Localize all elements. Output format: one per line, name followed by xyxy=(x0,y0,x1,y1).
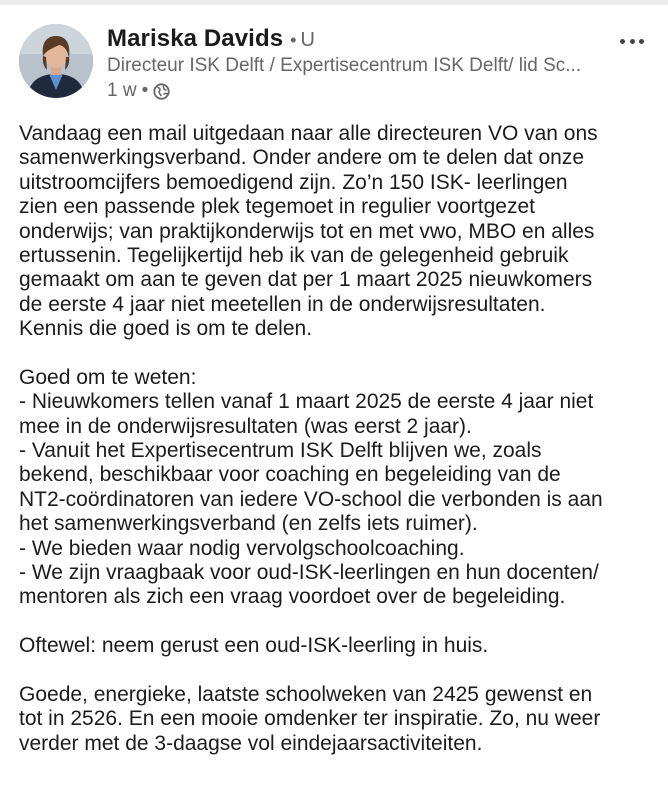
post-text-line: - Vanuit het Expertisecentrum ISK Delft blijven we, zoals xyxy=(19,439,542,463)
post-text-line: het samenwerkingsverband (en zelfs iets ruimer). xyxy=(19,512,478,536)
post-text-line: - We zijn vraagbaak voor oud-ISK-leerlingen en hun docenten/ xyxy=(19,561,599,585)
post-text-line: Oftewel: neem gerust een oud-ISK-leerling in huis. xyxy=(19,634,489,658)
post-text-line: uitstroomcijfers bemoedigend zijn. Zo’n 150 ISK- leerlingen xyxy=(19,170,568,194)
avatar[interactable] xyxy=(19,24,93,98)
post-meta xyxy=(107,80,607,102)
separator-dot: • xyxy=(290,30,297,50)
post-text-line: Goede, energieke, laatste schoolweken van 2425 gewenst en xyxy=(19,682,593,706)
post-text-line: bekend, beschikbaar voor coaching en begeleiding van de xyxy=(19,463,561,487)
post-text-line: Kennis die goed is om te delen. xyxy=(19,317,313,341)
post-text-line: - We bieden waar nodig vervolgschoolcoaching. xyxy=(19,536,465,560)
post-text-line: mentoren als zich een vraag voordoet over de begeleiding. xyxy=(19,585,566,609)
post-text xyxy=(19,122,659,756)
post-text-line: samenwerkingsverband. Onder andere om te delen dat onze xyxy=(19,146,585,170)
post-text-line: zien een passende plek tegemoet in regulier voortgezet xyxy=(19,195,535,219)
post-text-line: Vandaag een mail uitgedaan naar alle directeuren VO van ons xyxy=(19,122,598,145)
post-text-line: verder met de 3-daagse vol eindejaarsactiviteiten. xyxy=(19,731,483,755)
paragraph-gap xyxy=(19,659,659,683)
globe-icon xyxy=(153,83,170,100)
post-text-line: onderwijs; van praktijkonderwijs tot en met vwo, MBO en alles xyxy=(19,219,595,243)
post-text-line: de eerste 4 jaar niet meetellen in de onderwijsresultaten. xyxy=(19,292,546,316)
separator-dot: • xyxy=(141,80,149,101)
post-text-line: mee in de onderwijsresultaten (was eerst 2 jaar). xyxy=(19,414,472,438)
author-row xyxy=(107,25,607,53)
paragraph-gap xyxy=(19,342,659,366)
post-text-line: - Nieuwkomers tellen vanaf 1 maart 2025 de eerste 4 jaar niet xyxy=(19,390,594,414)
dot xyxy=(630,39,635,44)
dot xyxy=(639,39,644,44)
post-time: 1 w xyxy=(107,80,137,101)
author-headline: Directeur ISK Delft / Expertisecentrum ISK Delft/ lid Sc... xyxy=(107,55,582,76)
paragraph-gap xyxy=(19,610,659,634)
post-header xyxy=(107,25,607,102)
top-divider xyxy=(0,0,668,5)
post-text-line: ertussenin. Tegelijkertijd heb ik van de gelegenheid gebruik xyxy=(19,243,569,267)
post-text-line: Goed om te weten: xyxy=(19,365,197,389)
dot xyxy=(620,39,625,44)
connection-degree: U xyxy=(300,29,315,51)
post-text-line: tot in 2526. En een mooie omdenker ter inspiratie. Zo, nu weer xyxy=(19,707,601,731)
post-text-line: NT2-coördinatoren van iedere VO-school die verbonden is aan xyxy=(19,487,603,511)
more-options-icon[interactable] xyxy=(620,37,644,45)
post-text-line: gemaakt om aan te geven dat per 1 maart 2025 nieuwkomers xyxy=(19,268,593,292)
avatar-photo xyxy=(19,24,93,98)
author-name[interactable]: Mariska Davids xyxy=(107,25,284,52)
